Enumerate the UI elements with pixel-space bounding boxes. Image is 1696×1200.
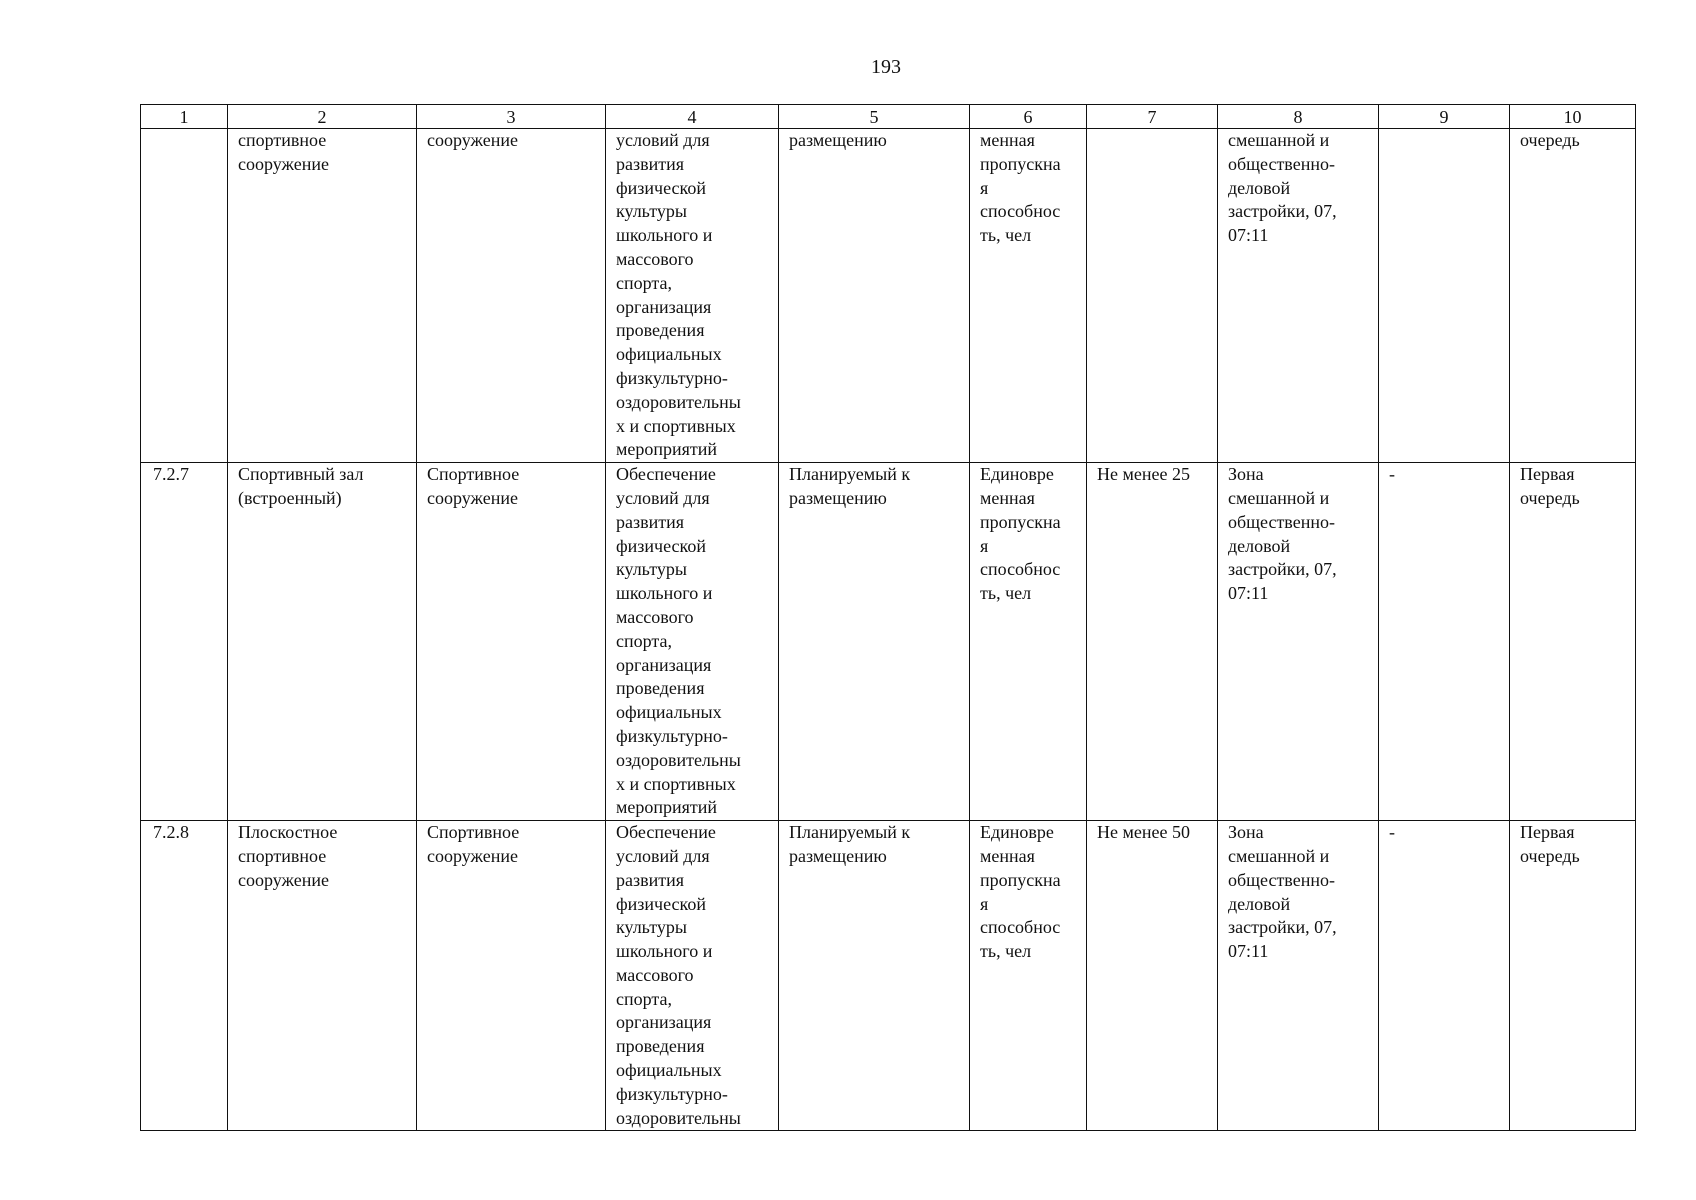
column-header: 6	[970, 105, 1087, 129]
column-header: 3	[417, 105, 606, 129]
column-header: 8	[1218, 105, 1379, 129]
cell-type: Спортивное сооружение	[417, 463, 606, 821]
cell-queue: Первая очередь	[1510, 821, 1636, 1131]
cell-indicator: Единовре менная пропускна я способнос ть, чел	[970, 463, 1087, 821]
cell-name: Спортивный зал (встроенный)	[228, 463, 417, 821]
cell-status: размещению	[779, 129, 970, 463]
table-row	[141, 129, 1636, 463]
objects-table	[140, 104, 1636, 1131]
cell-indicator: Единовре менная пропускна я способнос ть, чел	[970, 821, 1087, 1131]
cell-type: сооружение	[417, 129, 606, 463]
column-header: 7	[1087, 105, 1218, 129]
column-header: 9	[1379, 105, 1510, 129]
cell-name: спортивное сооружение	[228, 129, 417, 463]
cell-indicator: менная пропускна я способнос ть, чел	[970, 129, 1087, 463]
cell-value: Не менее 50	[1087, 821, 1218, 1131]
column-header: 10	[1510, 105, 1636, 129]
cell-col9: -	[1379, 463, 1510, 821]
cell-id	[141, 129, 228, 463]
column-header: 4	[606, 105, 779, 129]
cell-purpose: Обеспечение условий для развития физической культуры школьного и массового спорта, организация проведения официальных физкультурно- оздоровительны	[606, 821, 779, 1131]
cell-value	[1087, 129, 1218, 463]
cell-id: 7.2.7	[141, 463, 228, 821]
column-header: 1	[141, 105, 228, 129]
table-header-row	[141, 105, 1636, 129]
cell-zone: Зона смешанной и общественно- деловой застройки, 07, 07:11	[1218, 821, 1379, 1131]
page-number: 193	[871, 56, 901, 78]
cell-queue: очередь	[1510, 129, 1636, 463]
cell-id: 7.2.8	[141, 821, 228, 1131]
table-row	[141, 821, 1636, 1131]
column-header: 5	[779, 105, 970, 129]
cell-purpose: условий для развития физической культуры школьного и массового спорта, организация проведения официальных физкультурно- оздоровительны х и спортивных мероприятий	[606, 129, 779, 463]
cell-col9: -	[1379, 821, 1510, 1131]
cell-zone: смешанной и общественно- деловой застройки, 07, 07:11	[1218, 129, 1379, 463]
table-row	[141, 463, 1636, 821]
cell-status: Планируемый к размещению	[779, 821, 970, 1131]
column-header: 2	[228, 105, 417, 129]
cell-purpose: Обеспечение условий для развития физической культуры школьного и массового спорта, организация проведения официальных физкультурно- оздоровительны х и спортивных мероприятий	[606, 463, 779, 821]
cell-zone: Зона смешанной и общественно- деловой застройки, 07, 07:11	[1218, 463, 1379, 821]
cell-name: Плоскостное спортивное сооружение	[228, 821, 417, 1131]
cell-queue: Первая очередь	[1510, 463, 1636, 821]
cell-type: Спортивное сооружение	[417, 821, 606, 1131]
cell-col9	[1379, 129, 1510, 463]
cell-value: Не менее 25	[1087, 463, 1218, 821]
cell-status: Планируемый к размещению	[779, 463, 970, 821]
